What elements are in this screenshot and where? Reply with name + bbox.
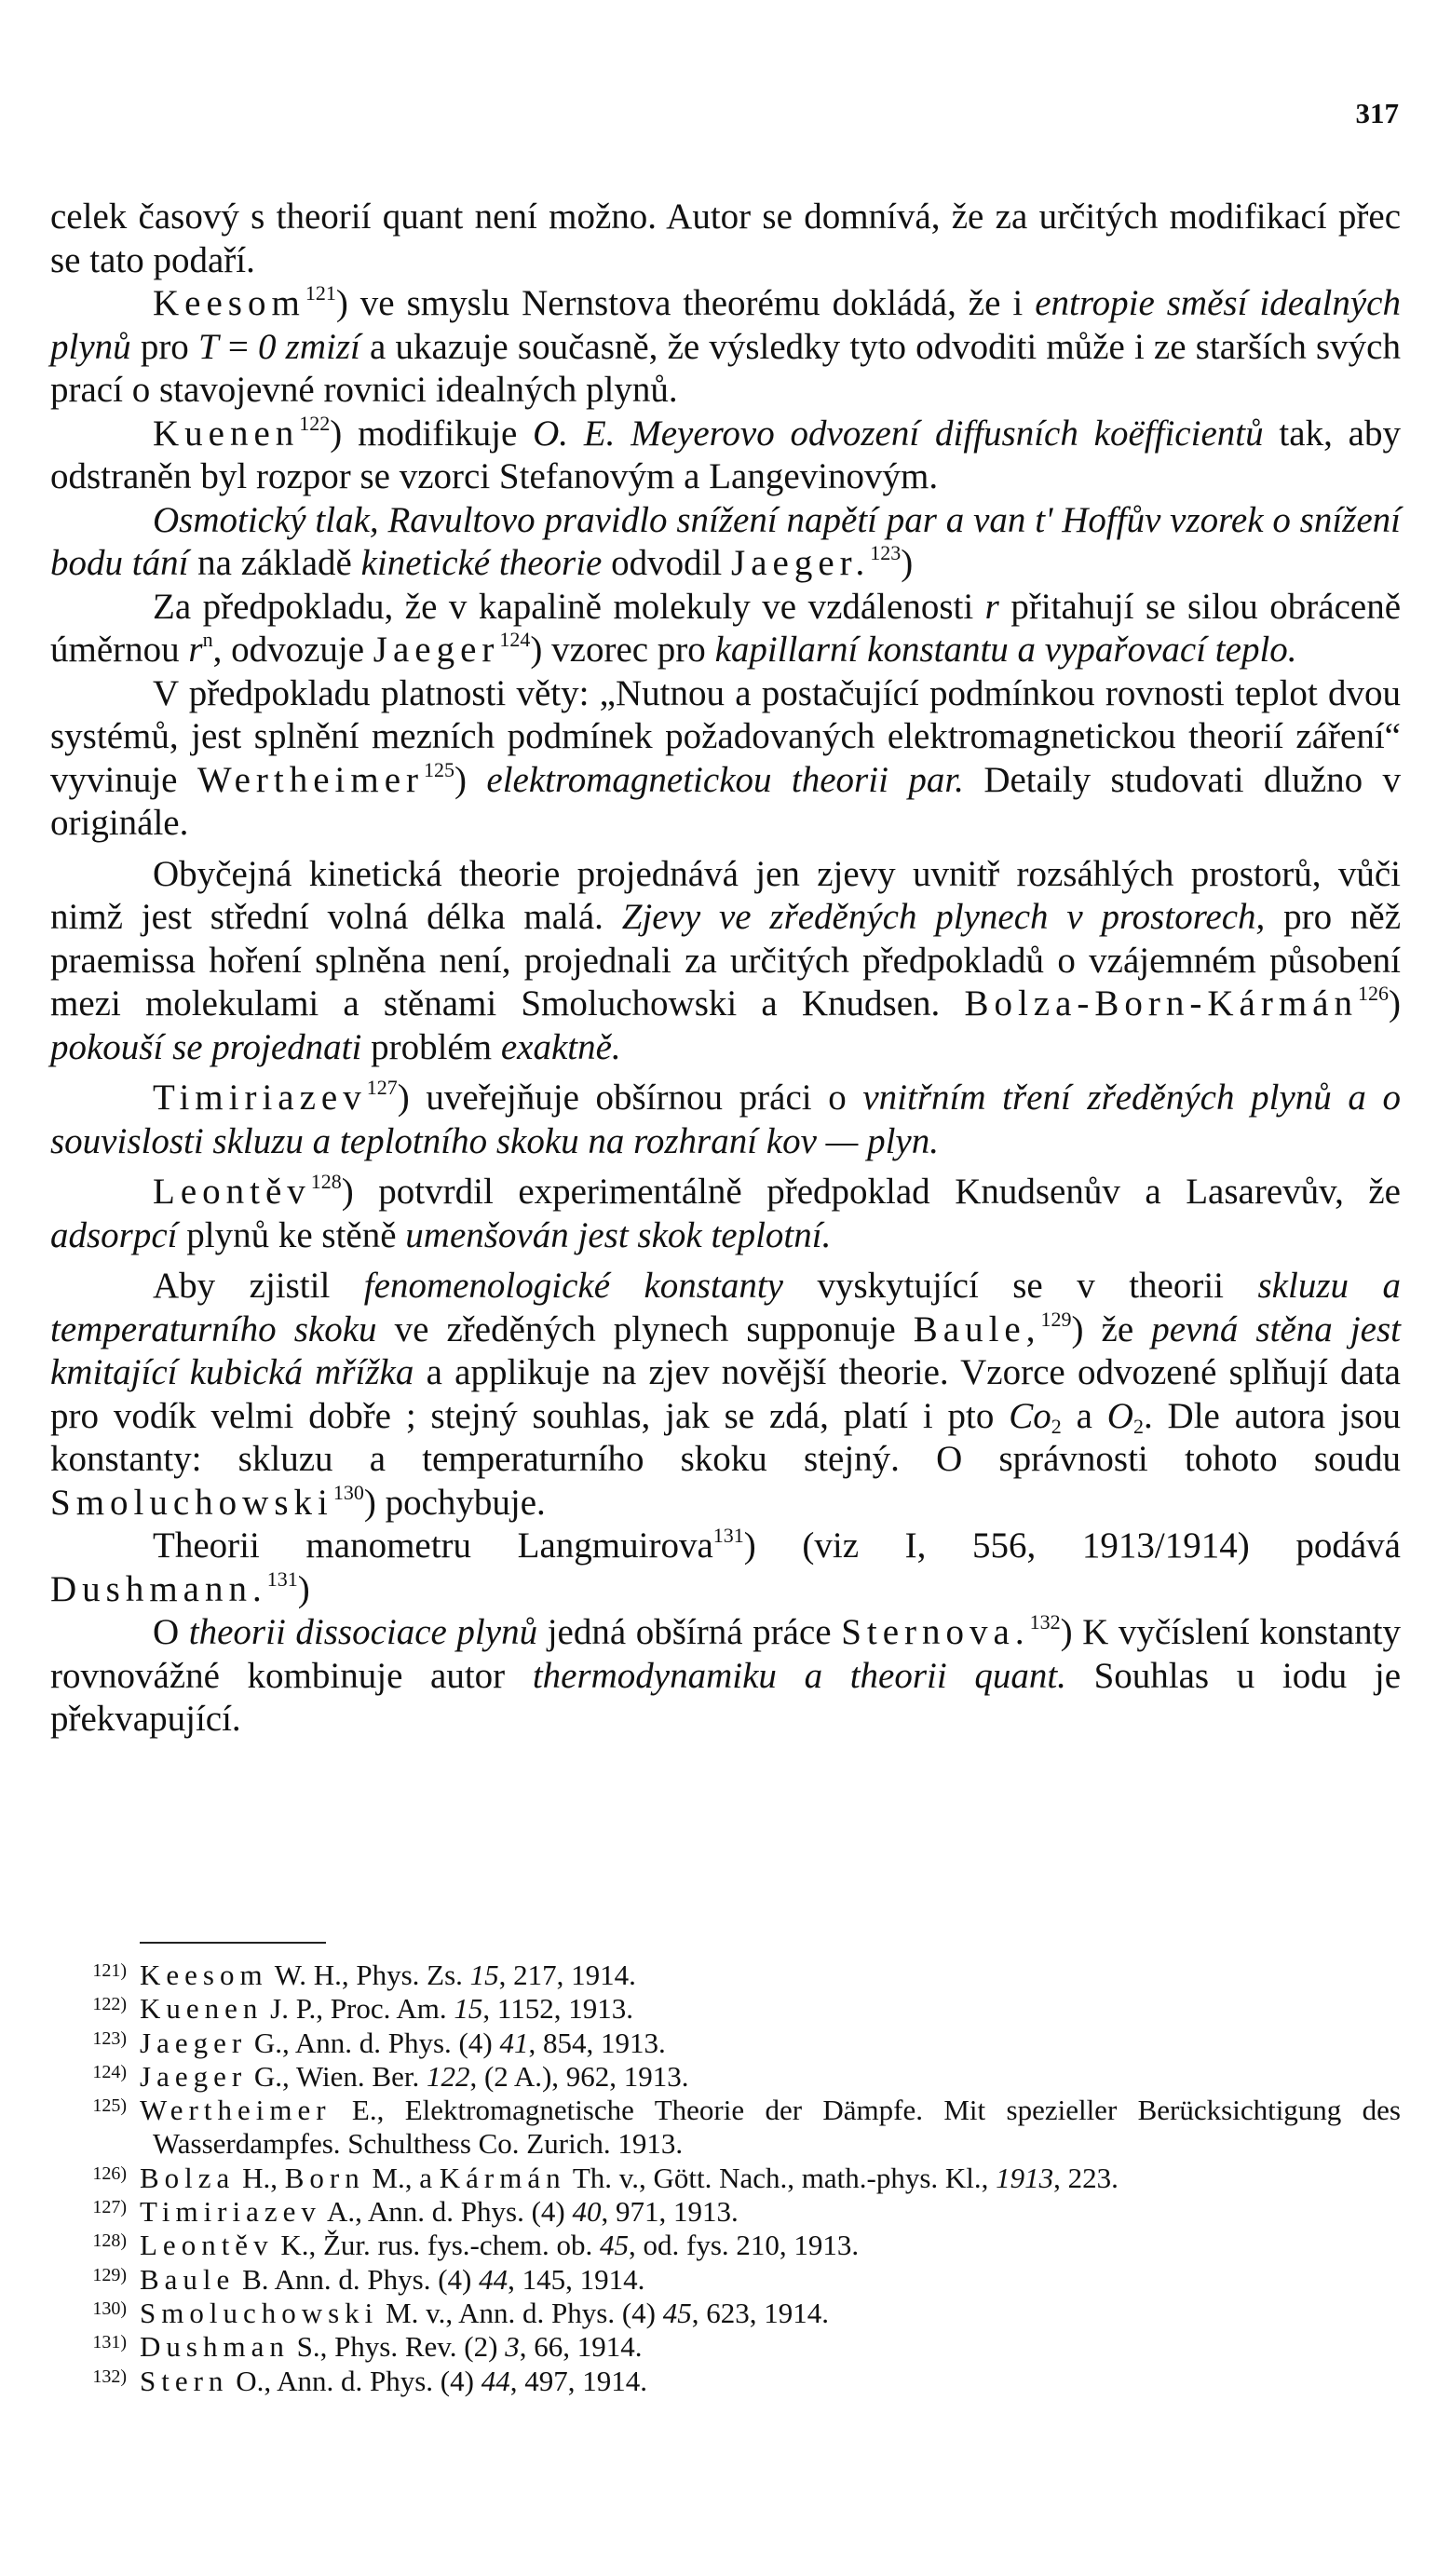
author-name: Timiriazev	[153, 1078, 367, 1118]
footnote-text: A., Ann. d. Phys. (4)	[320, 2195, 573, 2229]
paragraph-8	[50, 1077, 1401, 1163]
footnote-author: Keesom	[140, 1959, 268, 1991]
footnote-126: 126) Bolza H., Born M., a Kármán Th. v., Gött. Nach., math.-phys. Kl., 1913, 223.	[92, 2161, 1119, 2194]
footnote-text: , od. fys. 210, 1913.	[629, 2229, 860, 2262]
footnote-text: , 971, 1913.	[601, 2195, 739, 2229]
footnote-text: S., Phys. Rev. (2)	[289, 2330, 506, 2364]
footnote-131: 131) Dushman S., Phys. Rev. (2) 3, 66, 1914.	[92, 2330, 643, 2364]
footnote-text: M., a	[364, 2161, 440, 2194]
text: ) modifikuje	[330, 413, 534, 454]
footnote-text: , 145, 1914.	[508, 2262, 645, 2296]
footnote-ref: 126	[1358, 982, 1389, 1005]
footnote-volume: 45	[662, 2296, 692, 2329]
emphasis: entropie směsí idealných plynů	[50, 283, 1401, 367]
emphasis: kapillarní konstantu a vypařovací teplo.	[714, 630, 1297, 670]
paragraph-4	[50, 499, 1401, 586]
paragraph-9	[50, 1171, 1401, 1257]
text: vyskytující se v theorii	[782, 1266, 1258, 1306]
footnote-ref: 124	[499, 628, 531, 651]
emphasis: vnitřním tření zředěných plynů a o souvislosti skluzu a teplotního skoku na rozhraní kov — plyn.	[50, 1078, 1401, 1161]
footnote-text: , 1152, 1913.	[482, 1992, 633, 2026]
author-name: Kuenen	[153, 413, 300, 454]
text: pro něž praemissa hoření splněna není, projednali za určitých předpokladů o vzájemném působení mezi molekulami a stěnami Smoluchowski a Knudsen.	[50, 897, 1401, 1024]
text: a	[1061, 1395, 1107, 1436]
footnote-volume: 40	[572, 2195, 602, 2229]
paragraph-10	[50, 1265, 1401, 1525]
emphasis: Osmotický tlak, Ravultovo pravidlo snížení napětí par a van t' Hoffův vzorek o snížení bodu tání	[50, 499, 1401, 583]
footnote-ref: 123	[870, 541, 902, 564]
emphasis: T	[197, 326, 219, 367]
paragraph-11	[50, 1525, 1401, 1611]
text: pro	[130, 326, 198, 367]
text: )	[1389, 983, 1401, 1024]
footnote-author: Stern	[140, 2364, 229, 2397]
footnote-text: , 497, 1914.	[509, 2364, 647, 2397]
footnote-author: Timiriazev	[140, 2195, 321, 2229]
text: ) pochybuje.	[363, 1482, 546, 1523]
footnote-ref: 127	[366, 1076, 398, 1099]
text: ve zředěných plynech supponuje	[376, 1308, 914, 1349]
footnote-text: W. H., Phys. Zs.	[267, 1959, 470, 1991]
emphasis: r	[188, 630, 203, 670]
paragraph-3	[50, 413, 1401, 499]
footnote-author: Bolza	[140, 2161, 236, 2194]
emphasis: umenšován jest skok teplotní.	[405, 1214, 832, 1255]
paragraph-12	[50, 1611, 1401, 1742]
text: problém	[361, 1026, 501, 1067]
author-name: Baule,	[913, 1308, 1041, 1349]
emphasis: kinetické theorie	[360, 543, 603, 583]
footnote-separator	[140, 1942, 326, 1944]
text: ) K vyčíslení konstanty rovnovážné kombinuje autor	[50, 1612, 1401, 1696]
footnote-author: Leontěv	[140, 2229, 274, 2262]
text: plynů ke stěně	[177, 1214, 406, 1255]
footnote-125: 125) Wertheimer E., Elektromagnetische Theorie der Dämpfe. Mit spezieller Berücksichtigung des Wasserdampfes. Schulthess Co. Zurich. 1913.	[92, 2094, 1401, 2161]
footnote-123: 123) Jaeger G., Ann. d. Phys. (4) 41, 854, 1913.	[92, 2026, 666, 2059]
emphasis: theorii dissociace plynů	[188, 1612, 538, 1652]
footnote-text: G., Ann. d. Phys. (4)	[247, 2026, 500, 2059]
footnote-text: M. v., Ann. d. Phys. (4)	[378, 2296, 663, 2329]
text: =	[218, 326, 258, 367]
footnote-author: Kármán	[439, 2161, 566, 2194]
footnote-text: , 854, 1913.	[528, 2026, 666, 2059]
footnote-number: 125	[92, 2095, 121, 2117]
author-name: Bolza-Born-Kármán	[964, 983, 1358, 1024]
text: ) že	[1071, 1308, 1152, 1349]
footnote-number: 131	[92, 2332, 121, 2353]
paragraph-7	[50, 853, 1401, 1070]
emphasis: r	[984, 586, 999, 627]
footnote-text: G., Wien. Ber.	[247, 2059, 427, 2093]
text: celek časový s theorií quant není možno. Autor se domnívá, že za určitých modifikací přec se tato podaří.	[50, 197, 1401, 280]
emphasis: skluzu a temperaturního skoku	[50, 1266, 1401, 1349]
footnote-volume: 44	[481, 2364, 510, 2397]
text: ) potvrdil experimentálně předpoklad Knudsenův a Lasarevův, že	[341, 1172, 1401, 1212]
emphasis: Zjevy ve zředěných plynech v prostorech,	[621, 897, 1266, 937]
text: Za předpokladu, že v kapalině molekuly ve vzdálenosti	[153, 586, 985, 627]
footnote-author: Smoluchowski	[140, 2296, 379, 2329]
text: ) uveřejňuje obšírnou práci o	[397, 1078, 863, 1118]
paragraph-6	[50, 672, 1401, 846]
text: jedná obšírná práce	[537, 1612, 842, 1652]
footnote-ref: 121	[305, 281, 336, 305]
footnote-author: Baule	[140, 2262, 236, 2296]
footnotes	[50, 1959, 1401, 2398]
footnote-text: , 217, 1914.	[498, 1959, 636, 1991]
footnote-volume: 44	[479, 2262, 509, 2296]
emphasis: elektromagnetickou theorii par.	[486, 759, 964, 800]
footnote-text: O., Ann. d. Phys. (4)	[228, 2364, 481, 2397]
emphasis: O. E. Meyerovo odvození diffusních koëfficientů	[533, 413, 1264, 454]
text: odvodil	[602, 543, 732, 583]
emphasis: thermodynamiku a theorii quant.	[532, 1655, 1066, 1696]
subscript: 2	[1132, 1414, 1144, 1438]
emphasis: pokouší se projednati	[50, 1026, 362, 1067]
footnote-number: 122	[92, 1994, 121, 2015]
text: )	[297, 1568, 310, 1609]
footnote-volume: 3	[505, 2330, 520, 2364]
footnote-text: E., Elektromagnetische Theorie der Dämpfe. Mit spezieller Berücksichtigung des Wasserdampfes. Schulthess Co. Zurich. 1913.	[153, 2094, 1401, 2161]
author-name: Sternova.	[841, 1612, 1030, 1652]
footnote-121: 121) Keesom W. H., Phys. Zs. 15, 217, 1914.	[92, 1959, 636, 1991]
emphasis: exaktně.	[500, 1026, 621, 1067]
author-name: Keesom	[153, 283, 305, 323]
text: O	[153, 1612, 189, 1652]
text: V předpokladu platnosti věty: „Nutnou a postačující podmínkou rovnosti teplot dvou systémů, jest splnění mezních podmínek požadovaných elektromagnetickou theorií záření“ vyvinuje	[50, 672, 1401, 800]
footnote-author: Jaeger	[140, 2059, 248, 2093]
paragraph-1	[50, 196, 1401, 282]
emphasis: O	[1106, 1395, 1133, 1436]
subscript: 2	[1051, 1414, 1062, 1438]
text: Theorii manometru Langmuirova	[153, 1525, 713, 1566]
footnote-number: 130	[92, 2298, 121, 2319]
footnote-122: 122) Kuenen J. P., Proc. Am. 15, 1152, 1913.	[92, 1992, 633, 2026]
footnote-volume: 45	[600, 2229, 629, 2262]
author-name: Leontěv	[153, 1172, 311, 1212]
footnote-number: 132	[92, 2366, 121, 2387]
text: . Dle autora jsou konstanty: skluzu a temperaturního skoku stejný. O správnosti tohoto soudu	[50, 1395, 1402, 1479]
footnote-number: 129	[92, 2264, 121, 2285]
exponent: n	[202, 628, 213, 651]
footnote-ref: 131	[266, 1566, 298, 1591]
text: Obyčejná kinetická theorie projednává jen zjevy uvnitř rozsáhlých prostorů, vůči nimž jest střední volná délka malá.	[50, 853, 1401, 937]
footnote-number: 126	[92, 2162, 121, 2184]
footnote-text: H.,	[235, 2161, 285, 2194]
text: )	[901, 543, 914, 583]
footnote-volume: 15	[469, 1959, 499, 1991]
footnote-volume: 122	[426, 2059, 470, 2093]
footnote-author: Kuenen	[140, 1992, 264, 2026]
author-name: Dushmann.	[50, 1568, 267, 1609]
text: Detaily studovati dlužno v originále.	[50, 759, 1401, 843]
footnote-text: B. Ann. d. Phys. (4)	[235, 2262, 480, 2296]
body-text	[50, 196, 1401, 1742]
footnote-ref: 130	[332, 1480, 364, 1504]
footnote-author: Wertheimer	[140, 2094, 332, 2127]
footnote-132: 132) Stern O., Ann. d. Phys. (4) 44, 497, 1914.	[92, 2364, 647, 2397]
text: tak, aby odstraněn byl rozpor se vzorci Stefanovým a Langevinovým.	[50, 413, 1401, 496]
footnote-ref: 132	[1029, 1610, 1061, 1634]
text: a ukazuje současně, že výsledky tyto odvoditi může i ze starších svých prací o stavojevné rovnici idealných plynů.	[50, 326, 1401, 410]
footnote-author: Born	[284, 2161, 365, 2194]
emphasis: adsorpcí	[50, 1214, 178, 1255]
text: ) ve smyslu Nernstova theorému dokládá, že i	[335, 283, 1036, 323]
text: ) (viz I, 556, 1913/1914) podává	[743, 1525, 1401, 1566]
footnote-text: , 66, 1914.	[519, 2330, 643, 2364]
emphasis: Co	[1009, 1395, 1051, 1436]
footnote-124: 124) Jaeger G., Wien. Ber. 122, (2 A.), 962, 1913.	[92, 2059, 689, 2093]
emphasis: pevná stěna jest kmitající kubická mřížka	[50, 1308, 1401, 1392]
footnote-129: 129) Baule B. Ann. d. Phys. (4) 44, 145, 1914.	[92, 2262, 645, 2296]
footnote-ref: 131	[712, 1524, 744, 1547]
footnote-volume: 1913	[996, 2161, 1054, 2194]
text: a applikuje na zjev novější theorie. Vzorce odvozené splňují data pro vodík velmi dobře ; stejný souhlas, jak se zdá, platí i pto	[50, 1352, 1401, 1436]
author-name: Smoluchowski	[50, 1482, 333, 1523]
footnote-number: 121	[92, 1960, 121, 1981]
footnote-number: 123	[92, 2027, 121, 2049]
emphasis: 0 zmizí	[257, 326, 360, 367]
footnote-text: , (2 A.), 962, 1913.	[469, 2059, 689, 2093]
footnote-127: 127) Timiriazev A., Ann. d. Phys. (4) 40, 971, 1913.	[92, 2195, 739, 2229]
footnote-author: Dushman	[140, 2330, 290, 2364]
footnote-text: K., Žur. rus. fys.-chem. ob.	[273, 2229, 600, 2262]
footnote-text: , 223.	[1053, 2161, 1119, 2194]
footnote-ref: 122	[299, 411, 331, 435]
footnote-volume: 15	[454, 1992, 483, 2026]
paragraph-2	[50, 282, 1401, 413]
author-name: Wertheimer	[197, 759, 424, 800]
paragraph-5	[50, 586, 1401, 672]
text: na základě	[188, 543, 361, 583]
footnote-128: 128) Leontěv K., Žur. rus. fys.-chem. ob. 45, od. fys. 210, 1913.	[92, 2229, 860, 2262]
text: , odvozuje	[212, 630, 373, 670]
author-name: Jaeger.	[731, 543, 871, 583]
text: )	[454, 759, 487, 800]
footnote-text: , 623, 1914.	[691, 2296, 829, 2329]
author-name: Jaeger	[373, 630, 500, 670]
text: ) vzorec pro	[530, 630, 715, 670]
footnote-author: Jaeger	[140, 2026, 248, 2059]
emphasis: fenomenologické konstanty	[363, 1266, 783, 1306]
footnote-number: 124	[92, 2061, 121, 2082]
page-number: 317	[1355, 97, 1399, 129]
footnote-text: Th. v., Gött. Nach., math.-phys. Kl.,	[565, 2161, 997, 2194]
footnote-ref: 129	[1040, 1307, 1072, 1331]
text: Souhlas u iodu je překvapující.	[50, 1655, 1402, 1739]
text: přitahují se silou obráceně úměrnou	[50, 586, 1401, 670]
footnote-ref: 128	[310, 1170, 342, 1193]
footnote-volume: 41	[499, 2026, 529, 2059]
footnote-ref: 125	[424, 757, 454, 781]
text: Aby zjistil	[153, 1266, 364, 1306]
footnote-130: 130) Smoluchowski M. v., Ann. d. Phys. (4) 45, 623, 1914.	[92, 2296, 829, 2329]
footnote-text: J. P., Proc. Am.	[263, 1992, 454, 2026]
footnote-number: 128	[92, 2230, 121, 2252]
footnote-number: 127	[92, 2197, 121, 2218]
